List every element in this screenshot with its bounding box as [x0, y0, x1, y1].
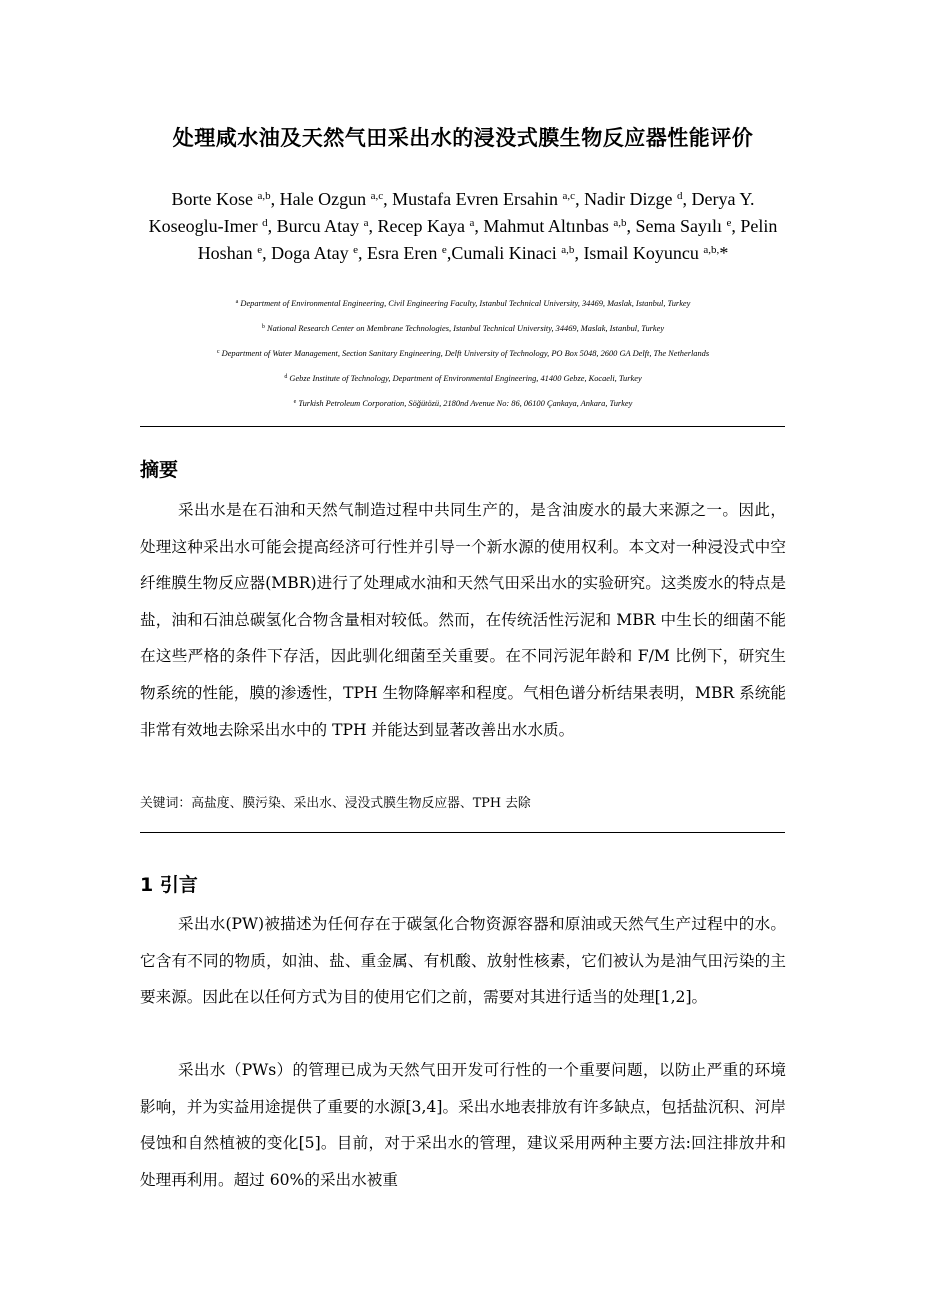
- abstract-text: 采出水是在石油和天然气制造过程中共同生产的，是含油废水的最大来源之一。因此，处理这种采出水可能会提高经济可行性并引导一个新水源的使用权利。本文对一种浸没式中空纤维膜生物反应器(MBR)进行了处理咸水油和天然气田采出水的实验研究。这类废水的特点是盐，油和石油总碳氢化合物含量相对较低。然而，在传统活性污泥和 MBR 中生长的细菌不能在这些严格的条件下存活，因此驯化细菌至关重要。在不同污泥年龄和 F/M 比例下，研究生物系统的性能，膜的渗透性，TPH 生物降解率和程度。气相色谱分析结果表明，MBR 系统能非常有效地去除采出水中的 TPH 并能达到显著改善出水水质。: [140, 501, 786, 739]
- author-0: [171, 189, 279, 209]
- author-affiliation-mark: d: [677, 190, 683, 202]
- author-name: Mahmut Altınbas: [483, 216, 609, 236]
- author-affiliation-mark: a,b: [257, 190, 271, 202]
- divider-top: [140, 426, 785, 427]
- author-12: [451, 243, 583, 263]
- author-5: [277, 216, 378, 236]
- author-3: [584, 189, 691, 209]
- author-11: [367, 243, 451, 263]
- author-name: Sema Sayılı: [635, 216, 722, 236]
- author-13: [583, 243, 719, 263]
- author-8: [635, 216, 740, 236]
- author-separator: ,: [270, 189, 280, 209]
- section-1-heading: 1 引言: [140, 874, 198, 896]
- corresponding-author-mark: *: [719, 243, 729, 263]
- author-separator: ,: [731, 216, 741, 236]
- author-name: Cumali Kinaci: [451, 243, 557, 263]
- keywords: 关键词：高盐度、膜污染、采出水、浸没式膜生物反应器、TPH 去除: [140, 796, 531, 811]
- author-affiliation-mark: a,b: [561, 244, 575, 256]
- author-separator: ,: [368, 216, 378, 236]
- author-2: [392, 189, 584, 209]
- author-affiliation-mark: a,b,: [703, 244, 720, 256]
- intro-paragraph-2: 采出水（PWs）的管理已成为天然气田开发可行性的一个重要问题，以防止严重的环境影响，并为实益用途提供了重要的水源[3,4]。采出水地表排放有许多缺点，包括盐沉积、河岸侵蚀和自然植被的变化[5]。目前，对于采出水的管理，建议采用两种主要方法:回注排放井和处理再利用。超过 60%的采出水被重: [140, 1061, 786, 1189]
- author-affiliation-mark: d: [262, 217, 268, 229]
- author-separator: ,: [626, 216, 636, 236]
- author-separator: ,: [446, 243, 452, 263]
- author-name: Doga Atay: [271, 243, 349, 263]
- author-affiliation-mark: a: [469, 217, 475, 229]
- affiliation-d: $^d$ Gebze Institute of Technology, Department of Environmental Engineering, 41400 Gebze, Kocaeli, Turkey: [284, 374, 642, 383]
- author-name: Mustafa Evren Ersahin: [392, 189, 559, 209]
- author-name: Burcu Atay: [276, 216, 360, 236]
- author-list: [145, 186, 781, 267]
- author-1: [280, 189, 392, 209]
- author-name: Esra Eren: [366, 243, 438, 263]
- affiliation-e: $^e$ Turkish Petroleum Corporation, Söğütözü, 2180nd Avenue No: 86, 06100 Çankaya, Ankara, Turkey: [293, 399, 633, 408]
- author-affiliation-mark: a,b: [613, 217, 627, 229]
- author-affiliation-mark: e: [726, 217, 732, 229]
- author-name: Derya Y. Koseoglu-Imer: [148, 189, 755, 236]
- author-name: Nadir Dizge: [584, 189, 673, 209]
- author-separator: ,: [682, 189, 692, 209]
- author-separator: ,: [267, 216, 277, 236]
- author-affiliation-mark: e: [441, 244, 447, 256]
- author-name: Pelin Hoshan: [197, 216, 778, 263]
- author-separator: ,: [262, 243, 272, 263]
- divider-bottom: [140, 832, 785, 833]
- author-separator: ,: [357, 243, 367, 263]
- author-affiliation-mark: a,c: [370, 190, 384, 202]
- author-6: [377, 216, 483, 236]
- author-affiliation-mark: e: [353, 244, 358, 256]
- author-separator: ,: [383, 189, 393, 209]
- author-name: Borte Kose: [171, 189, 253, 209]
- intro-paragraph-1: 采出水(PW)被描述为任何存在于碳氢化合物资源容器和原油或天然气生产过程中的水。它含有不同的物质，如油、盐、重金属、有机酸、放射性核素，它们被认为是油气田污染的主要来源。因此在以任何方式为目的使用它们之前，需要对其进行适当的处理[1,2]。: [140, 915, 786, 1007]
- author-10: [271, 243, 367, 263]
- author-separator: ,: [574, 243, 584, 263]
- author-affiliation-mark: e: [257, 244, 263, 256]
- author-name: Ismail Koyuncu: [583, 243, 699, 263]
- author-affiliation-mark: a: [363, 217, 369, 229]
- abstract-heading: 摘要: [140, 459, 179, 481]
- author-name: Hale Ozgun: [279, 189, 367, 209]
- author-separator: ,: [474, 216, 484, 236]
- paper-title: 处理咸水油及天然气田采出水的浸没式膜生物反应器性能评价: [172, 126, 754, 150]
- author-separator: ,: [575, 189, 585, 209]
- affiliation-a: $^a$ Department of Environmental Engineering, Civil Engineering Faculty, Istanbul Technical University, 34469, Maslak, Istanbul, Turkey: [235, 299, 691, 308]
- author-name: Recep Kaya: [377, 216, 465, 236]
- affiliation-b: $^b$ National Research Center on Membrane Technologies, Istanbul Technical University, 34469, Maslak, Istanbul, Turkey: [261, 324, 665, 333]
- affiliation-c: $^c$ Department of Water Management, Section Sanitary Engineering, Delft University of Technology, PO Box 5048, 2600 GA Delft, The Netherlands: [216, 349, 710, 358]
- author-affiliation-mark: a,c: [562, 190, 576, 202]
- author-7: [483, 216, 635, 236]
